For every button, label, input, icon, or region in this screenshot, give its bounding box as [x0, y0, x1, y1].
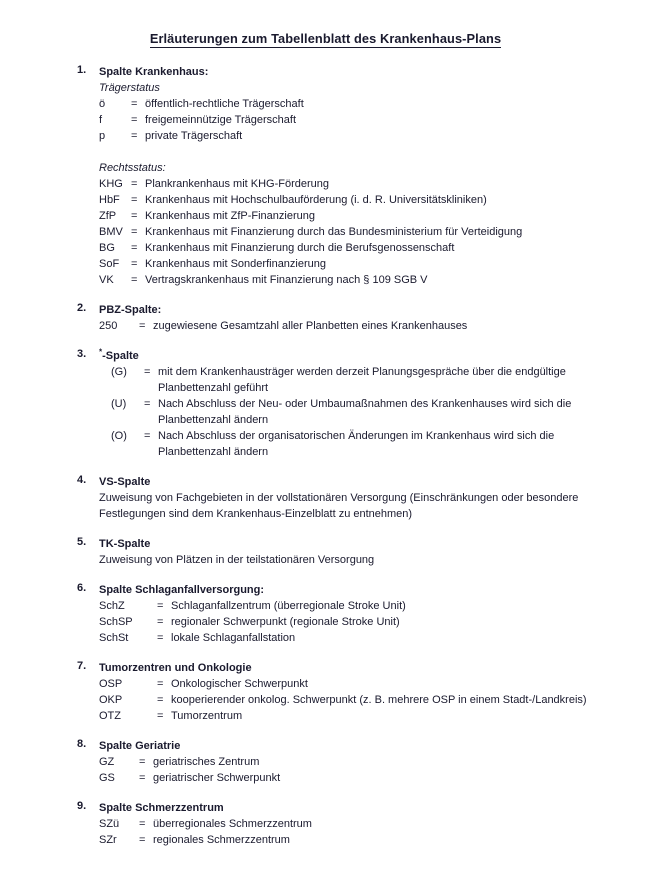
definition-row [99, 428, 651, 460]
definition-description: Krankenhaus mit Hochschulbauförderung (i. d. R. Universitätskliniken) [145, 194, 487, 206]
definition-equals-sign: = [131, 130, 138, 142]
section-body [99, 816, 651, 848]
section-body [99, 364, 651, 460]
section-number: 2. [77, 302, 87, 314]
definition-row [99, 364, 651, 396]
definition-equals-sign: = [131, 258, 138, 270]
definition-description: Onkologischer Schwerpunkt [171, 678, 308, 690]
definition-description: Nach Abschluss der organisatorischen Änderungen im Krankenhaus wird sich die Planbettenzahl ändern [158, 430, 555, 458]
definition-abbreviation: BMV [99, 226, 123, 238]
section-number: 5. [77, 536, 87, 548]
definition-description: mit dem Krankenhausträger werden derzeit Planungsgespräche über die endgültige Planbettenzahl geführt [158, 366, 566, 394]
definition-abbreviation: (O) [111, 430, 127, 442]
definition-abbreviation: (G) [111, 366, 127, 378]
section-number: 3. [77, 348, 87, 360]
definition-equals-sign: = [139, 756, 146, 768]
definition-row [99, 676, 651, 692]
definition-abbreviation: SoF [99, 258, 120, 270]
section-paragraph: Zuweisung von Plätzen in der teilstationären Versorgung [99, 554, 375, 566]
section [0, 660, 651, 724]
definition-row [99, 318, 651, 334]
definition-equals-sign: = [157, 710, 164, 722]
definition-row [99, 754, 651, 770]
definition-equals-sign: = [131, 114, 138, 126]
definition-description: Nach Abschluss der Neu- oder Umbaumaßnahmen des Krankenhauses wird sich die Planbettenzahl ändern [158, 398, 572, 426]
section-body [99, 552, 651, 568]
definition-abbreviation: SchZ [99, 600, 125, 612]
section-number: 6. [77, 582, 87, 594]
definition-row [99, 614, 651, 630]
definition-abbreviation: f [99, 114, 103, 126]
definition-abbreviation: OTZ [99, 710, 121, 722]
section-body [99, 676, 651, 724]
definition-description: überregionales Schmerzzentrum [153, 818, 312, 830]
asterisk-marker: * [99, 347, 103, 357]
definition-description: lokale Schlaganfallstation [171, 632, 296, 644]
section-heading: Spalte Schmerzzentrum [99, 802, 224, 814]
definition-row [99, 96, 651, 112]
section-number: 9. [77, 800, 87, 812]
definition-equals-sign: = [157, 600, 164, 612]
definition-abbreviation: ö [99, 98, 106, 110]
definition-description: geriatrischer Schwerpunkt [153, 772, 281, 784]
definition-row [99, 816, 651, 832]
definition-row [99, 396, 651, 428]
definition-equals-sign: = [157, 632, 164, 644]
definition-row [99, 692, 651, 708]
definition-row [99, 112, 651, 128]
definition-abbreviation: SZr [99, 834, 117, 846]
definition-equals-sign: = [157, 616, 164, 628]
definition-equals-sign: = [139, 772, 146, 784]
definition-description: Plankrankenhaus mit KHG-Förderung [145, 178, 330, 190]
section-heading-text: -Spalte [102, 350, 139, 362]
section-subheading: Trägerstatus [99, 82, 160, 94]
definition-row [99, 832, 651, 848]
definition-description: geriatrisches Zentrum [153, 756, 260, 768]
definition-row [99, 272, 651, 288]
section-heading: Spalte Krankenhaus: [99, 66, 209, 78]
definition-abbreviation: p [99, 130, 106, 142]
definition-description: Krankenhaus mit Finanzierung durch das Bundesministerium für Verteidigung [145, 226, 523, 238]
definition-equals-sign: = [157, 694, 164, 706]
definition-abbreviation: GS [99, 772, 115, 784]
definition-row [99, 176, 651, 192]
definition-row [99, 128, 651, 144]
section-heading: Tumorzentren und Onkologie [99, 662, 252, 674]
section-body [99, 318, 651, 334]
definition-abbreviation: HbF [99, 194, 120, 206]
definition-row [99, 598, 651, 614]
definition-equals-sign: = [131, 98, 138, 110]
definition-row [99, 630, 651, 646]
section-heading: Spalte Geriatrie [99, 740, 181, 752]
definition-description: Vertragskrankenhaus mit Finanzierung nach § 109 SGB V [145, 274, 428, 286]
section-heading: PBZ-Spalte: [99, 304, 162, 316]
definition-equals-sign: = [144, 398, 151, 410]
definition-equals-sign: = [131, 178, 138, 190]
section-number: 1. [77, 64, 87, 76]
definition-row [99, 708, 651, 724]
definition-description: öffentlich-rechtliche Trägerschaft [145, 98, 304, 110]
definition-row [99, 240, 651, 256]
section-body [99, 754, 651, 786]
section-heading: TK-Spalte [99, 538, 151, 550]
definition-abbreviation: BG [99, 242, 115, 254]
definition-abbreviation: VK [99, 274, 114, 286]
section [0, 738, 651, 786]
section [0, 582, 651, 646]
definition-equals-sign: = [139, 320, 146, 332]
definition-equals-sign: = [131, 226, 138, 238]
section-heading: VS-Spalte [99, 476, 151, 488]
definition-description: Krankenhaus mit ZfP-Finanzierung [145, 210, 315, 222]
definition-row [99, 192, 651, 208]
definition-abbreviation: (U) [111, 398, 127, 410]
definition-abbreviation: SZü [99, 818, 120, 830]
definition-description: Tumorzentrum [171, 710, 243, 722]
definition-equals-sign: = [157, 678, 164, 690]
section [0, 348, 651, 460]
definition-row [99, 770, 651, 786]
page-title-text: Erläuterungen zum Tabellenblatt des Krankenhaus-Plans [149, 31, 502, 46]
section [0, 302, 651, 334]
definition-row [99, 224, 651, 240]
definition-equals-sign: = [131, 274, 138, 286]
section-paragraph: Zuweisung von Fachgebieten in der vollstationären Versorgung (Einschränkungen oder besondere Festlegungen sind dem Krankenhaus-Einzelblatt zu entnehmen) [99, 492, 579, 520]
page-title [0, 31, 651, 46]
section-number: 7. [77, 660, 87, 672]
definition-description: zugewiesene Gesamtzahl aller Planbetten eines Krankenhauses [153, 320, 468, 332]
section [0, 536, 651, 568]
definition-abbreviation: GZ [99, 756, 115, 768]
section-number: 4. [77, 474, 87, 486]
definition-description: freigemeinnützige Trägerschaft [145, 114, 297, 126]
section-body [99, 80, 651, 288]
definition-equals-sign: = [131, 242, 138, 254]
definition-description: Schlaganfallzentrum (überregionale Stroke Unit) [171, 600, 406, 612]
definition-abbreviation: KHG [99, 178, 123, 190]
definition-equals-sign: = [139, 834, 146, 846]
definition-abbreviation: OSP [99, 678, 123, 690]
section-heading: Spalte Schlaganfallversorgung: [99, 584, 265, 596]
definition-equals-sign: = [131, 210, 138, 222]
definition-abbreviation: SchSt [99, 632, 129, 644]
definition-description: regionales Schmerzzentrum [153, 834, 290, 846]
section-number: 8. [77, 738, 87, 750]
definition-equals-sign: = [144, 430, 151, 442]
definition-abbreviation: OKP [99, 694, 123, 706]
definition-abbreviation: 250 [99, 320, 118, 332]
section-body [99, 598, 651, 646]
section-subheading: Rechtsstatus: [99, 162, 166, 174]
definition-row [99, 208, 651, 224]
definition-description: Krankenhaus mit Sonderfinanzierung [145, 258, 327, 270]
definition-description: kooperierender onkolog. Schwerpunkt (z. B. mehrere OSP in einem Stadt-/Landkreis) [171, 694, 587, 706]
section-heading [99, 348, 651, 364]
section [0, 474, 651, 522]
definition-row [99, 256, 651, 272]
section [0, 64, 651, 288]
definition-abbreviation: ZfP [99, 210, 117, 222]
definition-description: private Trägerschaft [145, 130, 243, 142]
definition-equals-sign: = [144, 366, 151, 378]
sections-container [0, 64, 651, 862]
section-body [99, 490, 651, 522]
definition-description: Krankenhaus mit Finanzierung durch die Berufsgenossenschaft [145, 242, 455, 254]
section [0, 800, 651, 848]
definition-abbreviation: SchSP [99, 616, 133, 628]
definition-equals-sign: = [131, 194, 138, 206]
definition-equals-sign: = [139, 818, 146, 830]
definition-description: regionaler Schwerpunkt (regionale Stroke Unit) [171, 616, 400, 628]
